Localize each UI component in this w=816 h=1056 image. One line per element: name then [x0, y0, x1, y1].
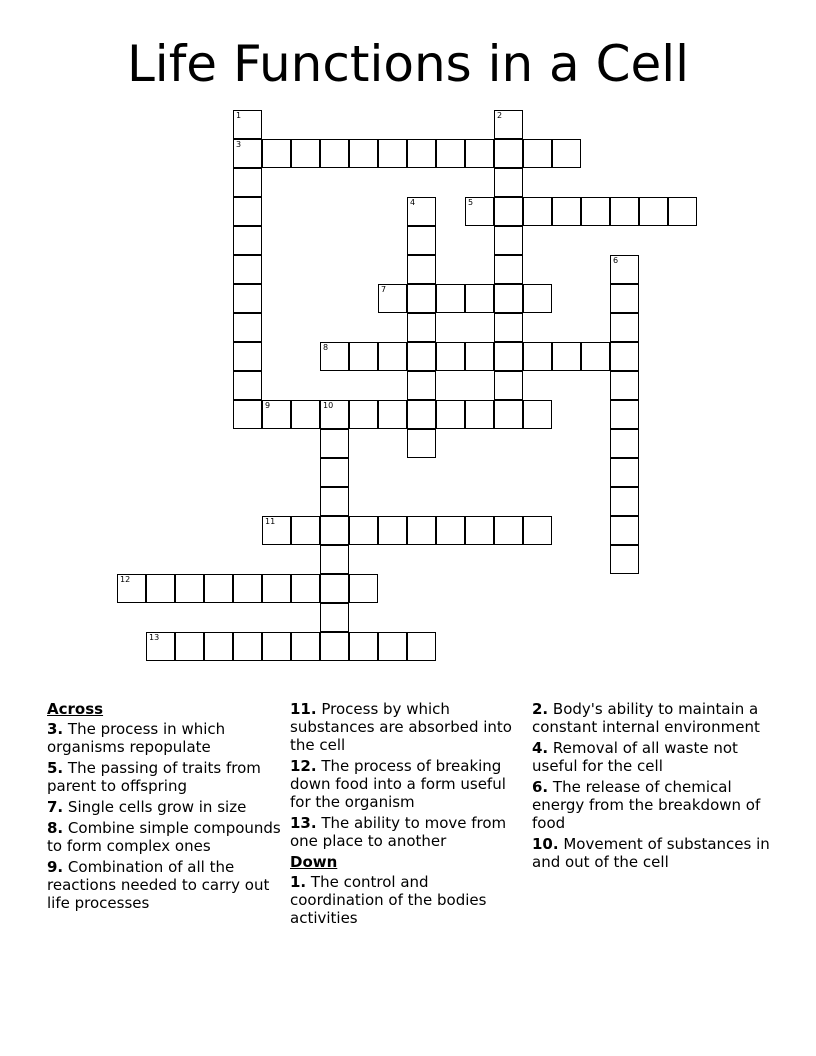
grid-cell[interactable]	[436, 516, 465, 545]
grid-cell[interactable]	[291, 574, 320, 603]
clue-down-2	[532, 700, 782, 736]
across-heading: Across	[47, 700, 104, 718]
grid-cell[interactable]	[581, 197, 610, 226]
grid-cell[interactable]	[494, 168, 523, 197]
cell-number: 6	[613, 256, 619, 265]
clue-text: Body's ability to maintain a constant internal environment	[532, 700, 760, 736]
clue-number: 12.	[290, 757, 317, 775]
grid-cell[interactable]	[320, 632, 349, 661]
grid-cell[interactable]	[639, 197, 668, 226]
cell-number: 11	[265, 517, 276, 526]
grid-cell[interactable]	[204, 632, 233, 661]
grid-cell[interactable]	[349, 632, 378, 661]
grid-cell[interactable]	[523, 342, 552, 371]
clue-number: 4.	[532, 739, 549, 757]
grid-cell[interactable]	[320, 574, 349, 603]
grid-cell[interactable]	[233, 139, 262, 168]
clue-text: The ability to move from one place to another	[290, 814, 507, 850]
grid-cell[interactable]	[465, 139, 494, 168]
clue-number: 1.	[290, 873, 307, 891]
clue-column-3	[532, 700, 782, 874]
grid-cell[interactable]	[465, 400, 494, 429]
grid-cell[interactable]	[349, 516, 378, 545]
clue-number: 7.	[47, 798, 64, 816]
clue-across-13	[290, 814, 522, 850]
clue-number: 13.	[290, 814, 317, 832]
grid-cell[interactable]	[349, 139, 378, 168]
clue-text: The release of chemical energy from the breakdown of food	[532, 778, 761, 832]
clue-text: Process by which substances are absorbed into the cell	[290, 700, 512, 754]
grid-cell[interactable]	[494, 400, 523, 429]
clue-number: 10.	[532, 835, 559, 853]
cell-number: 4	[410, 198, 416, 207]
grid-cell[interactable]	[291, 516, 320, 545]
grid-cell[interactable]	[262, 400, 291, 429]
clue-text: The passing of traits from parent to offspring	[47, 759, 261, 795]
grid-cell[interactable]	[610, 342, 639, 371]
grid-cell[interactable]	[233, 371, 262, 400]
clue-across-8	[47, 819, 285, 855]
cell-number: 12	[120, 575, 131, 584]
clue-number: 8.	[47, 819, 64, 837]
puzzle-title: Life Functions in a Cell	[126, 35, 690, 93]
clue-number: 5.	[47, 759, 64, 777]
clue-across-5	[47, 759, 285, 795]
grid-cell[interactable]	[320, 400, 349, 429]
grid-cell[interactable]	[494, 197, 523, 226]
grid-cell[interactable]	[552, 342, 581, 371]
grid-cell[interactable]	[610, 487, 639, 516]
grid-cell[interactable]	[378, 342, 407, 371]
grid-cell[interactable]	[262, 574, 291, 603]
grid-cell[interactable]	[407, 632, 436, 661]
grid-cell[interactable]	[320, 516, 349, 545]
cell-number: 7	[381, 285, 387, 294]
grid-cell[interactable]	[494, 342, 523, 371]
clue-column-1	[47, 700, 285, 915]
grid-cell[interactable]	[233, 197, 262, 226]
grid-cell[interactable]	[233, 400, 262, 429]
clue-number: 6.	[532, 778, 549, 796]
clue-across-9	[47, 858, 285, 912]
grid-cell[interactable]	[465, 284, 494, 313]
grid-cell[interactable]	[407, 313, 436, 342]
grid-cell[interactable]	[320, 429, 349, 458]
grid-cell[interactable]	[233, 226, 262, 255]
clue-number: 11.	[290, 700, 317, 718]
clue-down-10	[532, 835, 782, 871]
clue-down-1	[290, 873, 522, 927]
clue-across-12	[290, 757, 522, 811]
grid-cell[interactable]	[610, 284, 639, 313]
grid-cell[interactable]	[581, 342, 610, 371]
grid-cell[interactable]	[407, 429, 436, 458]
grid-cell[interactable]	[378, 632, 407, 661]
grid-cell[interactable]	[146, 632, 175, 661]
grid-cell[interactable]	[407, 342, 436, 371]
grid-cell[interactable]	[407, 516, 436, 545]
grid-cell[interactable]	[349, 574, 378, 603]
clue-number: 3.	[47, 720, 64, 738]
grid-cell[interactable]	[523, 197, 552, 226]
grid-cell[interactable]	[175, 574, 204, 603]
grid-cell[interactable]	[552, 197, 581, 226]
clue-down-4	[532, 739, 782, 775]
grid-cell[interactable]	[465, 516, 494, 545]
grid-cell[interactable]	[204, 574, 233, 603]
grid-cell[interactable]	[233, 284, 262, 313]
clue-text: The process in which organisms repopulate	[47, 720, 226, 756]
grid-cell[interactable]	[320, 487, 349, 516]
cell-number: 2	[497, 111, 503, 120]
grid-cell[interactable]	[262, 632, 291, 661]
clue-text: The process of breaking down food into a form useful for the organism	[290, 757, 506, 811]
grid-cell[interactable]	[523, 516, 552, 545]
grid-cell[interactable]	[233, 632, 262, 661]
clue-down-6	[532, 778, 782, 832]
grid-cell[interactable]	[494, 139, 523, 168]
grid-cell[interactable]	[552, 139, 581, 168]
grid-cell[interactable]	[668, 197, 697, 226]
grid-cell[interactable]	[146, 574, 175, 603]
clue-text: The control and coordination of the bodies activities	[290, 873, 487, 927]
grid-cell[interactable]	[436, 284, 465, 313]
grid-cell[interactable]	[291, 139, 320, 168]
clue-number: 9.	[47, 858, 64, 876]
grid-cell[interactable]	[320, 545, 349, 574]
grid-cell[interactable]	[610, 255, 639, 284]
grid-cell[interactable]	[233, 255, 262, 284]
cell-number: 8	[323, 343, 329, 352]
clue-number: 2.	[532, 700, 549, 718]
grid-cell[interactable]	[523, 284, 552, 313]
grid-cell[interactable]	[407, 400, 436, 429]
grid-cell[interactable]	[378, 400, 407, 429]
grid-cell[interactable]	[494, 516, 523, 545]
grid-cell[interactable]	[494, 371, 523, 400]
grid-cell[interactable]	[523, 139, 552, 168]
grid-cell[interactable]	[610, 197, 639, 226]
grid-cell[interactable]	[233, 342, 262, 371]
grid-cell[interactable]	[349, 400, 378, 429]
grid-cell[interactable]	[494, 255, 523, 284]
grid-cell[interactable]	[378, 284, 407, 313]
grid-cell[interactable]	[378, 139, 407, 168]
grid-cell[interactable]	[523, 400, 552, 429]
grid-cell[interactable]	[436, 139, 465, 168]
grid-cell[interactable]	[320, 603, 349, 632]
grid-cell[interactable]	[610, 371, 639, 400]
grid-cell[interactable]	[407, 139, 436, 168]
cell-number: 5	[468, 198, 474, 207]
cell-number: 1	[236, 111, 242, 120]
grid-cell[interactable]	[436, 400, 465, 429]
clue-across-11	[290, 700, 522, 754]
clue-text: Combination of all the reactions needed to carry out life processes	[47, 858, 270, 912]
grid-cell[interactable]	[407, 197, 436, 226]
grid-cell[interactable]	[117, 574, 146, 603]
clue-across-7	[47, 798, 285, 816]
grid-cell[interactable]	[262, 516, 291, 545]
grid-cell[interactable]	[233, 110, 262, 139]
grid-cell[interactable]	[465, 197, 494, 226]
grid-cell[interactable]	[233, 574, 262, 603]
grid-cell[interactable]	[610, 313, 639, 342]
grid-cell[interactable]	[494, 284, 523, 313]
grid-cell[interactable]	[291, 400, 320, 429]
grid-cell[interactable]	[320, 342, 349, 371]
grid-cell[interactable]	[465, 342, 494, 371]
cell-number: 13	[149, 633, 160, 642]
grid-cell[interactable]	[407, 371, 436, 400]
grid-cell[interactable]	[610, 545, 639, 574]
cell-number: 10	[323, 401, 334, 410]
clue-column-2	[290, 700, 522, 930]
clue-text: Combine simple compounds to form complex ones	[47, 819, 281, 855]
grid-cell[interactable]	[494, 226, 523, 255]
grid-cell[interactable]	[175, 632, 204, 661]
cell-number: 9	[265, 401, 271, 410]
cell-number: 3	[236, 140, 242, 149]
clue-text: Single cells grow in size	[67, 798, 247, 816]
grid-cell[interactable]	[610, 429, 639, 458]
clue-text: Movement of substances in and out of the cell	[532, 835, 770, 871]
grid-cell[interactable]	[233, 313, 262, 342]
grid-cell[interactable]	[291, 632, 320, 661]
grid-cell[interactable]	[610, 458, 639, 487]
grid-cell[interactable]	[349, 342, 378, 371]
grid-cell[interactable]	[494, 110, 523, 139]
grid-cell[interactable]	[494, 313, 523, 342]
grid-cell[interactable]	[320, 139, 349, 168]
grid-cell[interactable]	[233, 168, 262, 197]
grid-cell[interactable]	[378, 516, 407, 545]
grid-cell[interactable]	[407, 284, 436, 313]
grid-cell[interactable]	[407, 226, 436, 255]
grid-cell[interactable]	[436, 342, 465, 371]
clue-text: Removal of all waste not useful for the cell	[532, 739, 738, 775]
down-heading: Down	[290, 853, 338, 871]
clue-across-3	[47, 720, 285, 756]
grid-cell[interactable]	[610, 516, 639, 545]
grid-cell[interactable]	[262, 139, 291, 168]
grid-cell[interactable]	[610, 400, 639, 429]
grid-cell[interactable]	[320, 458, 349, 487]
grid-cell[interactable]	[407, 255, 436, 284]
